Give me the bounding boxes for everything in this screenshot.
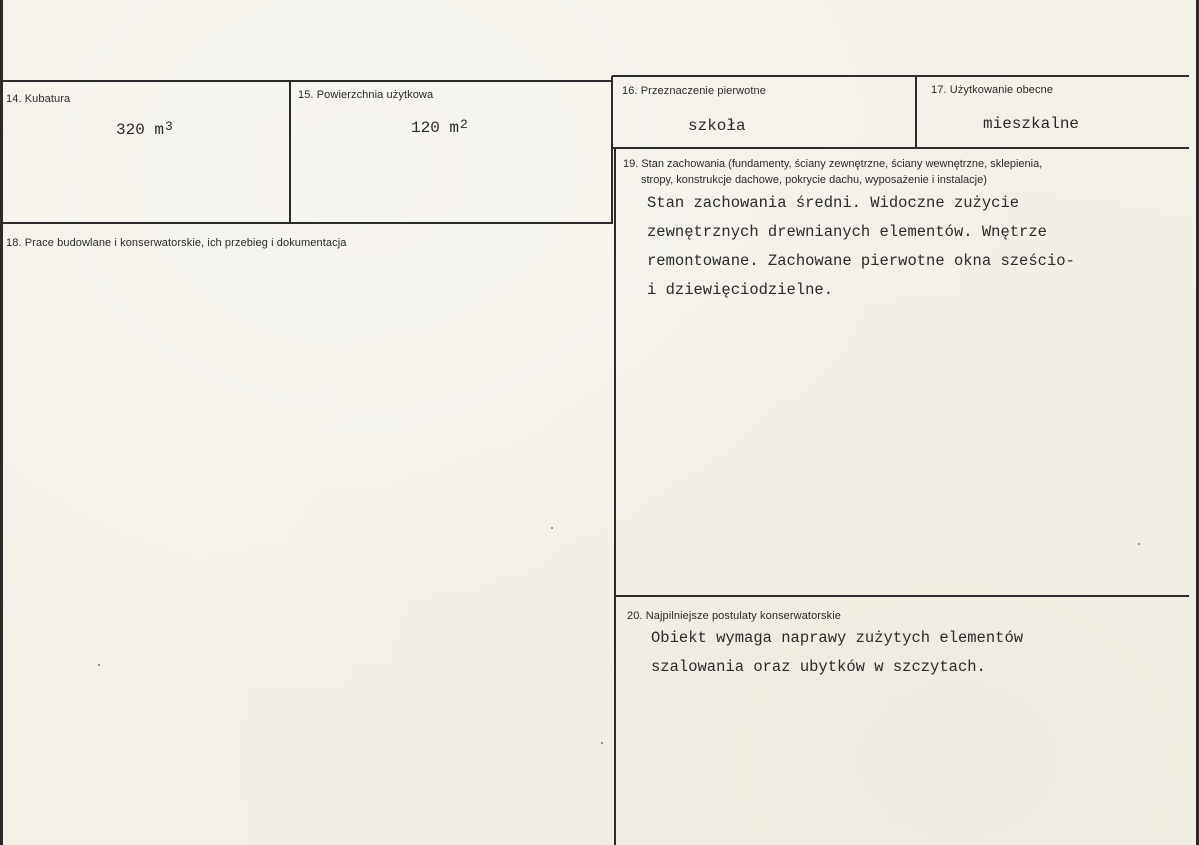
przeznaczenie-label: 16. Przeznaczenie pierwotne [622,85,766,97]
divider-16-17 [915,76,917,148]
prace-label: 18. Prace budowlane i konserwatorskie, ich przebieg i dokumentacja [6,237,347,249]
divider-center-upper [611,76,613,224]
rule-under-14-15 [3,222,613,224]
postulaty-text [651,624,1023,682]
stan-text-line-3: remontowane. Zachowane pierwotne okna sześcio- [647,252,1075,270]
card-left-edge [0,0,3,845]
stan-label [623,156,1042,188]
postulaty-text-line-1: Obiekt wymaga naprawy zużytych elementów [651,629,1024,647]
stan-text [647,189,1075,305]
divider-14-15 [289,81,291,224]
postulaty-label: 20. Najpilniejsze postulaty konserwatorskie [627,610,842,622]
kubatura-number: 320 m [116,121,165,139]
uzytkowanie-value: mieszkalne [983,115,1080,133]
paper-speck [601,742,603,744]
powierzchnia-exponent: 2 [460,117,468,132]
stan-label-line-1: 19. Stan zachowania (fundamenty, ściany zewnętrzne, ściany wewnętrzne, sklepienia, [623,158,1043,170]
divider-center-lower [614,148,616,845]
top-rule-left [3,80,613,82]
uzytkowanie-label: 17. Użytkowanie obecne [931,84,1054,96]
paper-speck [1138,543,1140,545]
postulaty-text-line-2: szalowania oraz ubytków w szczytach. [651,658,986,676]
powierzchnia-value [411,119,468,137]
powierzchnia-label: 15. Powierzchnia użytkowa [298,89,434,101]
kubatura-exponent: 3 [165,119,173,134]
stan-text-line-4: i dziewięciodzielne. [647,281,834,299]
kubatura-value [116,121,173,139]
stan-text-line-2: zewnętrznych drewnianych elementów. Wnętrze [647,223,1047,241]
top-rule-right [612,75,1189,77]
paper-speck [98,664,100,666]
rule-above-20 [614,595,1189,597]
powierzchnia-number: 120 m [411,119,460,137]
rule-under-16-17 [612,147,1189,149]
stan-label-line-2: stropy, konstrukcje dachowe, pokrycie dachu, wyposażenie i instalacje) [641,174,987,186]
paper-speck [551,527,553,529]
przeznaczenie-value: szkoła [688,117,746,135]
stan-text-line-1: Stan zachowania średni. Widoczne zużycie [647,194,1020,212]
kubatura-label: 14. Kubatura [6,93,71,105]
